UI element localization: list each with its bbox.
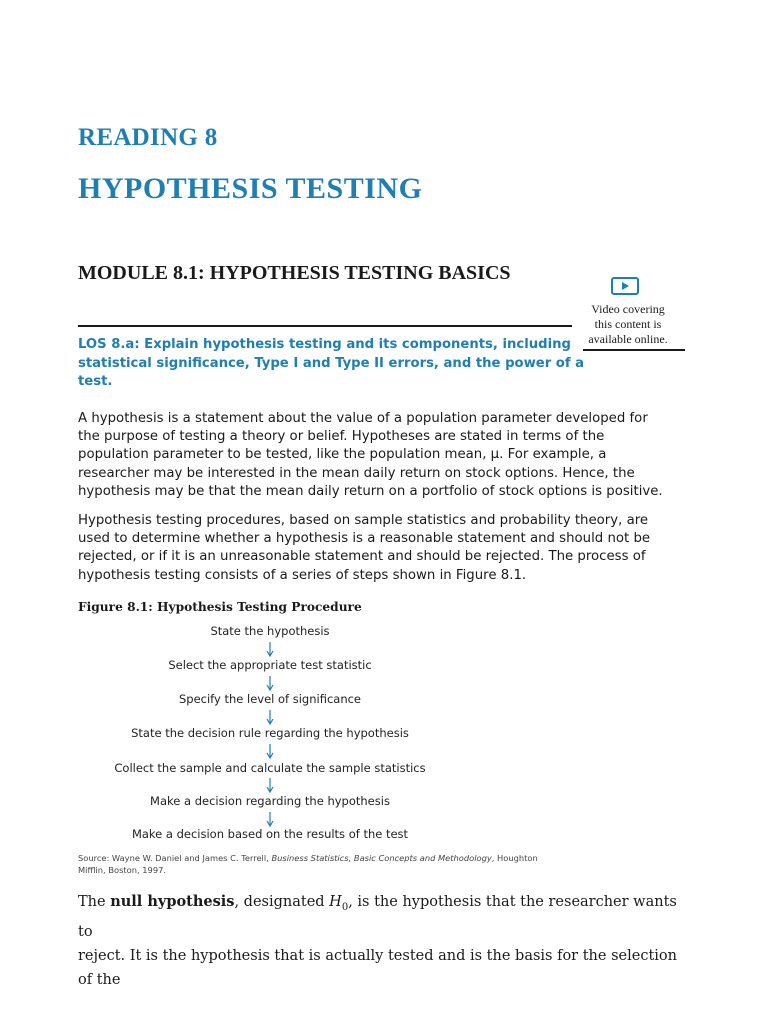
video-divider (583, 349, 685, 351)
source-line (78, 852, 578, 864)
source-book-title: Business Statistics, Basic Concepts and Methodology (271, 853, 492, 863)
text-run: , designated (234, 894, 330, 910)
source-suffix: , Houghton (491, 853, 538, 863)
paragraph-null-hypothesis (78, 890, 693, 992)
paragraph-line: population parameter to be tested, like the population mean, μ. For example, a (78, 447, 607, 463)
figure-title: Figure 8.1: Hypothesis Testing Procedure (78, 600, 362, 614)
flow-step: Make a decision regarding the hypothesis (150, 794, 390, 808)
null-hypothesis-subscript: 0 (341, 901, 349, 913)
video-play-button[interactable] (611, 277, 639, 295)
video-note-line: Video covering (591, 302, 665, 316)
figure-source (78, 852, 578, 876)
reading-number: READING 8 (78, 124, 218, 151)
chapter-title: HYPOTHESIS TESTING (78, 172, 423, 205)
paragraph-line: Hypothesis testing procedures, based on sample statistics and probability theory, are (78, 513, 649, 528)
paragraph-testing-procedures (78, 512, 690, 585)
paragraph-line: researcher may be interested in the mean daily return on stock options. Hence, the (78, 465, 635, 481)
los-line: statistical significance, Type I and Type II errors, and the power of a (78, 355, 585, 371)
paragraph-line: hypothesis may be that the mean daily return on a portfolio of stock options is positive. (78, 483, 663, 499)
arrow-down-icon (266, 744, 274, 759)
null-hypothesis-symbol: H (329, 894, 342, 910)
arrow-down-icon (266, 812, 274, 827)
arrow-down-icon (266, 778, 274, 793)
flow-step: Select the appropriate test statistic (168, 658, 372, 672)
module-title: MODULE 8.1: HYPOTHESIS TESTING BASICS (78, 262, 511, 284)
paragraph-line: reject. It is the hypothesis that is actually tested and is the basis for the selection of the (78, 947, 677, 988)
los-line: LOS 8.a: Explain hypothesis testing and its components, including (78, 337, 571, 352)
paragraph-hypothesis-definition (78, 410, 690, 501)
paragraph-line: used to determine whether a hypothesis is a reasonable statement and should not be (78, 531, 651, 547)
source-line: Mifflin, Boston, 1997. (78, 865, 167, 875)
paragraph-line: hypothesis testing consists of a series of steps shown in Figure 8.1. (78, 567, 527, 583)
video-note-line: this content is (594, 317, 662, 331)
text-run: , is the hypothesis that the researcher wants to (78, 894, 677, 940)
los-line: test. (78, 374, 113, 389)
play-icon (622, 282, 629, 290)
learning-outcome-statement (78, 336, 588, 392)
text-run: The (78, 894, 111, 910)
flow-step: Make a decision based on the results of the test (131, 827, 409, 841)
paragraph-line (78, 890, 693, 944)
arrow-down-icon (266, 642, 274, 657)
term-null-hypothesis: null hypothesis (110, 893, 235, 910)
video-note-line: available online. (588, 332, 668, 346)
source-prefix: Source: Wayne W. Daniel and James C. Terrell, (78, 853, 272, 863)
flow-step: Specify the level of significance (178, 692, 362, 706)
flow-step: State the hypothesis (210, 624, 330, 638)
module-divider (78, 325, 572, 327)
video-note (580, 302, 676, 347)
paragraph-line: A hypothesis is a statement about the value of a population parameter developed for (78, 411, 648, 426)
arrow-down-icon (266, 676, 274, 691)
paragraph-line: the purpose of testing a theory or belief. Hypotheses are stated in terms of the (78, 429, 605, 445)
paragraph-line: rejected, or if it is an unreasonable statement and should be rejected. The process of (78, 549, 646, 565)
flow-step: Collect the sample and calculate the sample statistics (114, 761, 426, 775)
arrow-down-icon (266, 710, 274, 725)
flow-step: State the decision rule regarding the hypothesis (131, 726, 409, 740)
